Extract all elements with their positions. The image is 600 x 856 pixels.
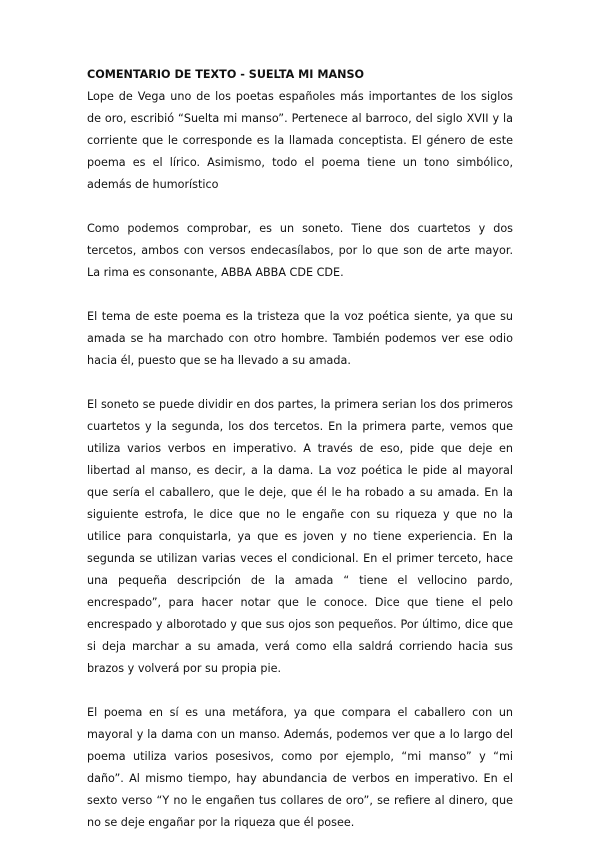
paragraph-structure: El soneto se puede dividir en dos partes, la primera serian los dos primeros cuartetos y la segunda, los dos tercetos. En la primera parte, vemos que utiliza varios verbos en imperativo. A través de eso, pide que deje en libertad al manso, es decir, a la dama. La voz poética le pide al mayoral que sería el caballero, que le deje, que él le ha robado a su amada. En la siguiente estrofa, le dice que no le engañe con su riqueza y que no la utilice para conquistarla, ya que es joven y no tiene experiencia. En la segunda se utilizan varias veces el condicional. En el primer terceto, hace una pequeña descripción de la amada “ tiene el vellocino pardo, encrespado”, para hacer notar que le conoce. Dice que tiene el pelo encrespado y alborotado y que sus ojos son pequeños. Por último, dice que si deja marchar a su amada, verá como ella saldrá corriendo hacia sus brazos y volverá por su propia pie. (87, 398, 513, 675)
paragraph-metrics: Como podemos comprobar, es un soneto. Tiene dos cuartetos y dos tercetos, ambos con versos endecasílabos, por lo que son de arte mayor. La rima es consonante, ABBA ABBA CDE CDE. (87, 222, 513, 279)
document-page (87, 64, 513, 856)
paragraph-theme: El tema de este poema es la tristeza que la voz poética siente, ya que su amada se ha marchado con otro hombre. También podemos ver ese odio hacia él, puesto que se ha llevado a su amada. (87, 310, 513, 367)
paragraph-figures: El poema en sí es una metáfora, ya que compara el caballero con un mayoral y la dama con un manso. Además, podemos ver que a lo largo del poema utiliza varios posesivos, como por ejemplo, “mi manso” y “mi daño”. Al mismo tiempo, hay abundancia de verbos en imperativo. En el sexto verso “Y no le engañen tus collares de oro”, se refiere al dinero, que no se deje engañar por la riqueza que él posee. (87, 706, 513, 829)
document-title: COMENTARIO DE TEXTO - SUELTA MI MANSO (87, 68, 365, 81)
paragraph-introduction: Lope de Vega uno de los poetas españoles más importantes de los siglos de oro, escribió “Suelta mi manso”. Pertenece al barroco, del siglo XVII y la corriente que le corresponde es la llamada conceptista. El género de este poema es el lírico. Asimismo, todo el poema tiene un tono simbólico, además de humorístico (87, 90, 513, 191)
